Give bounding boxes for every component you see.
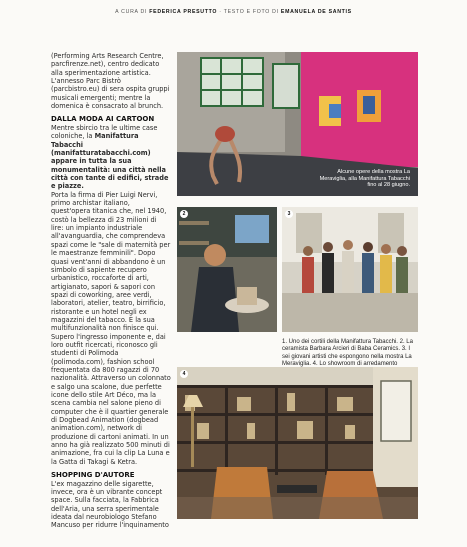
- photo-ceramist: [177, 207, 277, 332]
- photo-showroom: [177, 367, 418, 519]
- caption-photos: 1. Uno dei cortili della Manifattura Tabacchi. 2. La ceramista Barbara Arcieri di Baba Ceramics. 3. I sei giovani artisti che espongono nella mostra La Meraviglia. 4. Lo showroom di arredamento: [282, 339, 413, 367]
- byline: [0, 9, 467, 15]
- heading-shopping: SHOPPING D'AUTORE: [51, 471, 135, 480]
- caption-gallery: Alcune opere della mostra La Meraviglia, alla Manifattura Tabacchi fino al 28 giugno.: [319, 169, 410, 189]
- byline-photographer: EMANUELA DE SANTIS: [280, 9, 352, 15]
- article-body: [51, 52, 171, 530]
- photo-gallery-room: [177, 52, 418, 196]
- paragraph-shopping: L'ex magazzino delle sigarette, invece, ora è un vibrante concept space. Sulla facciata, la Fabbrica dell'Aria, una serra sperimentale ideata dal neurobiologo Stefano Mancuso per ridurre l'inquinamento: [51, 479, 169, 530]
- paragraph-nervi: Porta la firma di Pier Luigi Nervi, primo archistar italiano, quest'opera titanica che, nel 1940, costò la bellezza di 23 milioni di lire: un impianto industriale all'avanguardia, che comprendeva spazi come le "sale di maternità per le maestranze femminili". Dopo quasi vent'anni di abbandono è un simbolo di sapiente recupero urbanistico, roccaforte di arti, artigianato, sapori & sapori con spazi di coworking, aree verdi, laboratori, atelier, teatro, birrificio, ristorante e un hotel negli ex magazzini del tabacco. E la sua multifunzionalità non finisce qui. Supero l'ingresso imponente e, dai loro outfit ricercati, riconosco gli studenti di Polimoda (polimoda.com), fashion school frequentata da 800 ragazzi di 70 nazionalità. Attraverso un colonnato e salgo una scalone, due perfette icone dello stile Art Déco, ma la scena cambia nel salone pieno di computer che è il quartier generale di Dogbead Animation (dogbead animation.com), network di produzione di cartoni animati. In un anno ha già realizzato 500 minuti di animazione, fra cui la clip La Luna e la Gatta di Takagi & Ketra.: [51, 190, 171, 466]
- manifattura-lead: Mentre sbircio tra le ultime case coloniche, la: [51, 124, 158, 141]
- badge-4: 4: [180, 370, 188, 378]
- byline-mid: · TESTO E FOTO DI: [219, 9, 279, 15]
- heading-moda: DALLA MODA AI CARTOON: [51, 115, 155, 124]
- byline-prefix: A CURA DI: [115, 9, 148, 15]
- paragraph-manifattura: [51, 124, 171, 191]
- photo-artists: [282, 207, 418, 332]
- badge-3: 3: [285, 210, 293, 218]
- badge-2: 2: [180, 210, 188, 218]
- byline-author: FEDERICA PRESUTTO: [149, 9, 218, 15]
- manifattura-bold: Manifattura Tabacchi (manifatturatabacchi.com) appare in tutta la sua monumentalità: una città nella città con tante di edifici, strade e piazze.: [51, 132, 169, 191]
- paragraph-intro: (Performing Arts Research Centre, parcfirenze.net), centro dedicato alla sperimentazione artistica. L'annesso Parc Bistrò (parcbistro.eu) di sera ospita gruppi musicali emergenti; mentre la domenica è consacrato al brunch.: [51, 52, 170, 111]
